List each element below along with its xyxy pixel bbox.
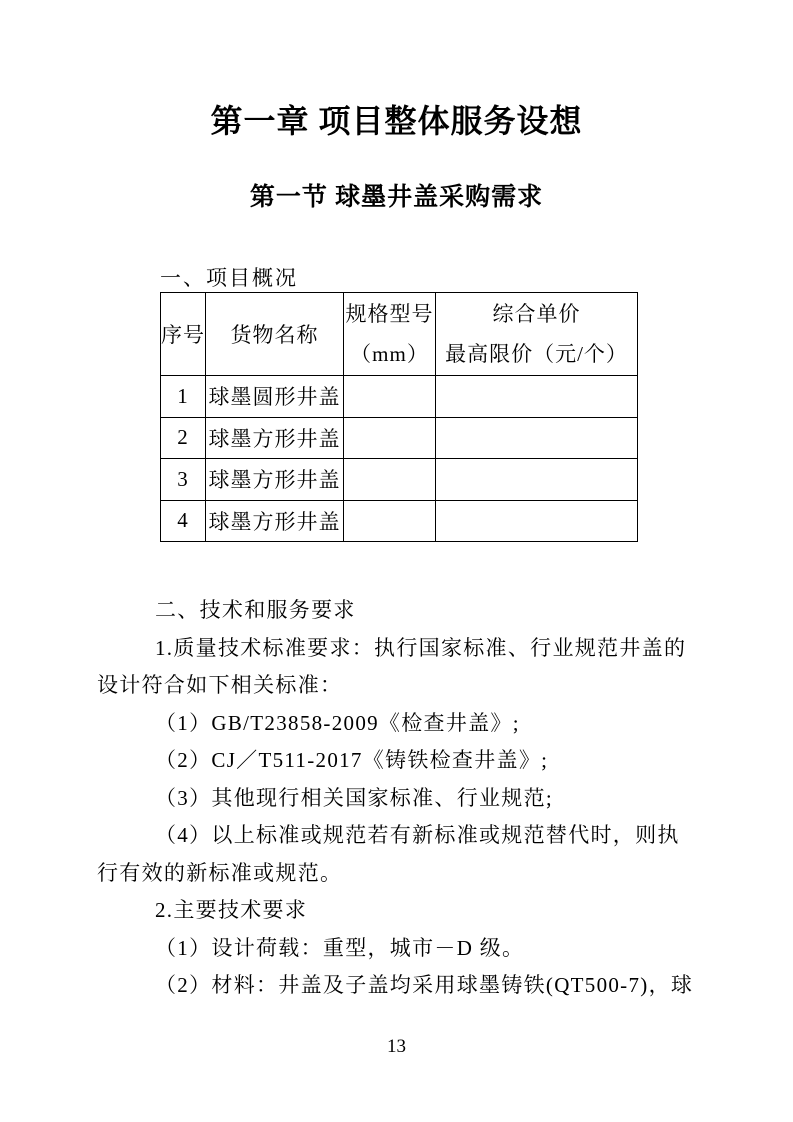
body-line: 设计符合如下相关标准： xyxy=(97,673,343,697)
overview-heading: 一、项目概况 xyxy=(160,266,298,290)
cell-name: 球墨方形井盖 xyxy=(206,459,344,501)
column-header-no: 序号 xyxy=(161,293,206,376)
cell-no: 3 xyxy=(161,459,206,501)
body-line: （2）CJ／T511-2017《铸铁检查井盖》; xyxy=(155,748,549,772)
cell-no: 4 xyxy=(161,500,206,542)
body-line: 2.主要技术要求 xyxy=(155,898,308,922)
cell-name: 球墨方形井盖 xyxy=(206,417,344,459)
body-line: （4）以上标准或规范若有新标准或规范替代时，则执 xyxy=(155,823,680,847)
table-row xyxy=(161,500,638,542)
cell-name: 球墨圆形井盖 xyxy=(206,376,344,418)
cell-price xyxy=(436,417,638,459)
cell-spec xyxy=(344,417,436,459)
section-title: 第一节 球墨井盖采购需求 xyxy=(249,184,544,211)
cell-price xyxy=(436,376,638,418)
cell-spec xyxy=(344,376,436,418)
cell-no: 2 xyxy=(161,417,206,459)
body-line: 1.质量技术标准要求：执行国家标准、行业规范井盖的 xyxy=(155,635,687,660)
column-header-name: 货物名称 xyxy=(206,293,344,376)
table-header-row xyxy=(161,293,638,376)
cell-spec xyxy=(344,500,436,542)
body-line: 行有效的新标准或规范。 xyxy=(97,860,343,885)
table-row xyxy=(161,459,638,501)
table-row xyxy=(161,417,638,459)
body-text xyxy=(97,592,693,1005)
cell-price xyxy=(436,459,638,501)
chapter-title: 第一章 项目整体服务设想 xyxy=(210,103,583,139)
cell-spec xyxy=(344,459,436,501)
cell-price xyxy=(436,500,638,542)
column-header-spec-line1: 规格型号 xyxy=(345,302,434,326)
table-row xyxy=(161,376,638,418)
body-line: （1）设计荷载：重型，城市－D 级。 xyxy=(155,935,525,960)
cell-no: 1 xyxy=(161,376,206,418)
page-number: 13 xyxy=(387,1036,406,1057)
procurement-table xyxy=(160,292,638,542)
cell-name: 球墨方形井盖 xyxy=(206,500,344,542)
column-header-spec xyxy=(344,293,436,376)
body-line: （2）材料：井盖及子盖均采用球墨铸铁(QT500-7)，球 xyxy=(155,973,694,997)
body-line: （1）GB/T23858-2009《检查井盖》; xyxy=(155,710,520,735)
column-header-price-line1: 综合单价 xyxy=(492,302,581,326)
body-line: 二、技术和服务要求 xyxy=(155,598,356,622)
column-header-spec-line2: （mm） xyxy=(350,342,429,366)
column-header-price-line2: 最高限价（元/个） xyxy=(445,342,628,366)
column-header-price xyxy=(436,293,638,376)
body-line: （3）其他现行相关国家标准、行业规范; xyxy=(155,785,554,810)
